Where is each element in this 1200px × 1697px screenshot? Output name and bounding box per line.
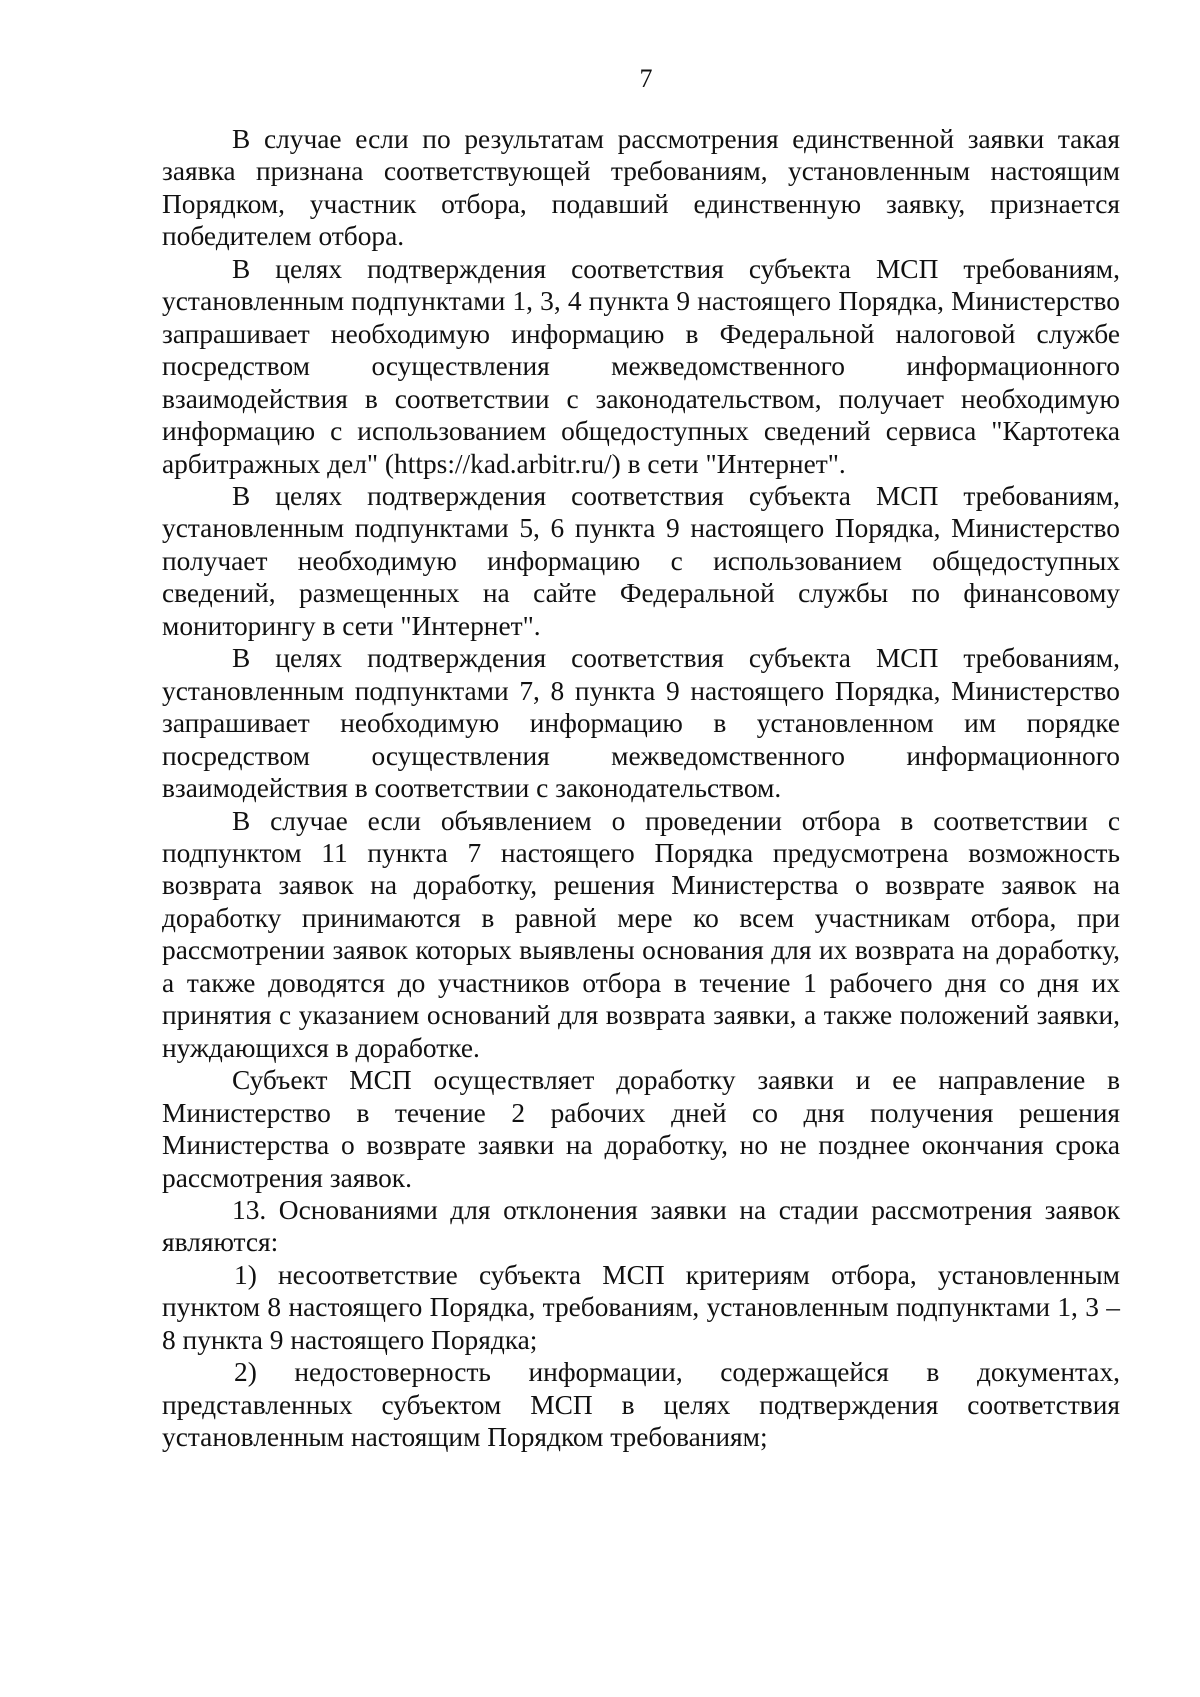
- paragraph-tax-service-check: В целях подтверждения соответствия субъекта МСП требованиям, установленным подпунктами 1, 3, 4 пункта 9 настоящего Порядка, Министерство запрашивает необходимую информацию в Федеральной налоговой службе посредством осуществления межведомственного информационного взаимодействия в соответствии с законодательством, получает необходимую информацию с использованием общедоступных сведений сервиса "Картотека арбитражных дел" (https://kad.arbitr.ru/) в сети "Интернет".: [162, 253, 1120, 479]
- list-item-ground-2: 2) недостоверность информации, содержащейся в документах, представленных субъектом МСП в целях подтверждения соответствия установленным настоящим Порядком требованиям;: [162, 1357, 1120, 1453]
- paragraph-financial-monitoring-check: В целях подтверждения соответствия субъекта МСП требованиям, установленным подпунктами 5, 6 пункта 9 настоящего Порядка, Министерство получает необходимую информацию с использованием общедоступных сведений, размещенных на сайте Федеральной службы по финансовому мониторингу в сети "Интернет".: [162, 480, 1120, 641]
- paragraph-rejection-grounds: 13. Основаниями для отклонения заявки на стадии рассмотрения заявок являются:: [162, 1194, 1120, 1258]
- paragraph-revision-deadline: Субъект МСП осуществляет доработку заявки и ее направление в Министерство в течение 2 рабочих дней со дня получения решения Министерства о возврате заявки на доработку, но не позднее окончания срока рассмотрения заявок.: [162, 1065, 1120, 1193]
- page-number: 7: [639, 64, 653, 93]
- list-item-ground-1: 1) несоответствие субъекта МСП критериям отбора, установленным пунктом 8 настоящего Порядка, требованиям, установленным подпунктами 1, 3 – 8 пункта 9 настоящего Порядка;: [162, 1259, 1120, 1355]
- paragraph-single-application: В случае если по результатам рассмотрения единственной заявки такая заявка признана соответствующей требованиям, установленным настоящим Порядком, участник отбора, подавший единственную заявку, признается победителем отбора.: [162, 124, 1120, 252]
- paragraph-return-for-revision: В случае если объявлением о проведении отбора в соответствии с подпунктом 11 пункта 7 настоящего Порядка предусмотрена возможность возврата заявок на доработку, решения Министерства о возврате заявок на доработку принимаются в равной мере ко всем участникам отбора, при рассмотрении заявок которых выявлены основания для их возврата на доработку, а также доводятся до участников отбора в течение 1 рабочего дня со дня их принятия с указанием оснований для возврата заявки, а также положений заявки, нуждающихся в доработке.: [162, 805, 1120, 1063]
- document-body: [162, 123, 1120, 1454]
- paragraph-interagency-request: В целях подтверждения соответствия субъекта МСП требованиям, установленным подпунктами 7, 8 пункта 9 настоящего Порядка, Министерство запрашивает необходимую информацию в установленном им порядке посредством осуществления межведомственного информационного взаимодействия в соответствии с законодательством.: [162, 643, 1120, 804]
